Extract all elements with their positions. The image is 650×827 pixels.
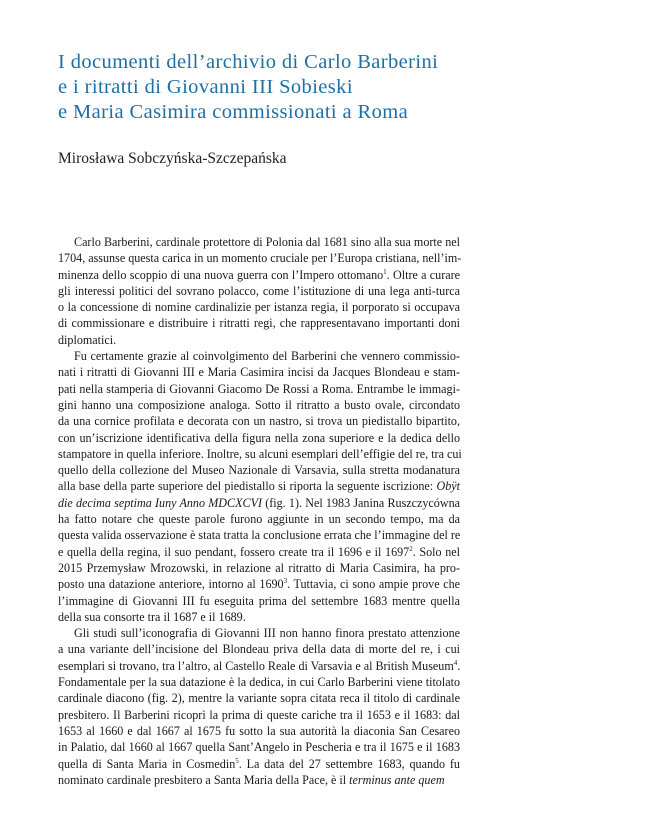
text-segment: stampatore in quella inferiore. Inoltre, su alcuni esemplari dell’effigie del re, tra cui bbox=[58, 446, 462, 461]
text-segment: l’immagine di Giovanni III fu eseguita prima del settembre 1683 mentre quella bbox=[58, 593, 460, 608]
italic-text: terminus ante quem bbox=[349, 772, 445, 787]
text-segment: cardinale diacono (fig. 2), mentre la variante sopra citata reca il titolo di cardinale bbox=[58, 691, 460, 706]
paragraph bbox=[58, 625, 460, 788]
text-segment: o la concessione di nomine cardinalizie per istanza regia, il porporato si occupava bbox=[58, 300, 460, 315]
text-line bbox=[58, 478, 460, 494]
text-segment: di commissionare e distribuire i ritratti regi, che rappresentavano importanti doni bbox=[58, 316, 460, 331]
text-line bbox=[58, 690, 460, 706]
article-title bbox=[58, 50, 618, 125]
text-segment: nati i ritratti di Giovanni III e Maria Casimira incisi da Jacques Blondeau e stam- bbox=[58, 365, 460, 380]
text-line bbox=[58, 772, 460, 788]
article-body bbox=[58, 234, 460, 788]
text-segment: 1653 al 1660 e dal 1667 al 1675 fu sotto la sua autorità la diaconia San Cesareo bbox=[58, 723, 460, 738]
text-line bbox=[58, 234, 460, 250]
text-line bbox=[58, 658, 460, 674]
text-line bbox=[58, 576, 460, 592]
text-segment: questa valida osservazione è stata tratta la conclusione errata che l’immagine del re bbox=[58, 528, 461, 543]
text-segment: diplomatici. bbox=[58, 332, 117, 347]
text-line bbox=[58, 364, 460, 380]
text-segment: . La data del 27 settembre 1683, quando fu bbox=[238, 756, 460, 771]
paragraph bbox=[58, 348, 460, 625]
text-line bbox=[58, 462, 460, 478]
text-line bbox=[58, 674, 460, 690]
text-segment: quello della collezione del Museo Nazionale di Varsavia, sulla stretta modanatura bbox=[58, 463, 460, 478]
text-line bbox=[58, 446, 460, 462]
footnote-marker: 2 bbox=[409, 544, 413, 553]
text-line bbox=[58, 250, 460, 266]
text-line bbox=[58, 593, 460, 609]
text-line bbox=[58, 299, 460, 315]
footnote-marker: 1 bbox=[383, 267, 387, 276]
text-segment: con un’iscrizione identificativa della figura nella zona superiore e la dedica dello bbox=[58, 430, 460, 445]
text-line bbox=[58, 348, 460, 364]
title-line: e i ritratti di Giovanni III Sobieski bbox=[58, 76, 353, 98]
text-segment: Fondamentale per la sua datazione è la dedica, in cui Carlo Barberini viene titolato bbox=[58, 675, 460, 690]
text-line bbox=[58, 544, 460, 560]
text-segment: Carlo Barberini, cardinale protettore di Polonia dal 1681 sino alla sua morte nel bbox=[74, 235, 460, 249]
text-segment: ha fatto notare che queste parole furono aggiunte in un secondo tempo, ma da bbox=[58, 512, 460, 527]
text-segment: esemplari si trovano, tra l’altro, al Castello Reale di Varsavia e al British Museum bbox=[58, 658, 454, 673]
text-segment: a una variante dell’incisione del Blondeau priva della data di morte del re, i cui bbox=[58, 642, 460, 657]
title-line: I documenti dell’archivio di Carlo Barberini bbox=[58, 51, 439, 73]
text-segment: da una cornice profilata e decorata con un nastro, si trova un piedistallo bipartito, bbox=[58, 414, 460, 429]
text-segment: pati nella stamperia di Giovanni Giacomo De Rossi a Roma. Entrambe le immagi- bbox=[58, 381, 460, 396]
text-line bbox=[58, 707, 460, 723]
text-segment: 1704, assunse questa carica in un momento cruciale per l’Europa cristiana, nell’im- bbox=[58, 251, 462, 266]
footnote-marker: 3 bbox=[283, 577, 288, 586]
text-line bbox=[58, 511, 460, 527]
text-segment: gli interessi politici del sovrano polacco, come l’istituzione di una lega anti-turca bbox=[58, 283, 460, 298]
text-line bbox=[58, 283, 460, 299]
text-line bbox=[58, 430, 460, 446]
text-segment: presbitero. Il Barberini ricoprì la prima di queste cariche tra il 1653 e il 1683: dal bbox=[58, 707, 460, 722]
italic-text: die decima septima Iuny Anno MDCXCVI bbox=[58, 495, 262, 510]
text-segment: . Tuttavia, ci sono ampie prove che bbox=[287, 577, 460, 592]
text-line bbox=[58, 756, 460, 772]
text-line bbox=[58, 609, 460, 625]
footnote-marker: 5 bbox=[235, 756, 239, 765]
text-segment: in Palatio, dal 1660 al 1667 quella Sant’Angelo in Pescheria e tra il 1675 e il 1683 bbox=[58, 740, 460, 755]
text-segment: 2015 Przemysław Mrozowski, in relazione al ritratto di Maria Casimira, ha pro- bbox=[58, 560, 460, 575]
text-segment: e quella della regina, il suo pendant, fossero create tra il 1696 e il 1697 bbox=[58, 544, 410, 559]
text-segment: della sua consorte tra il 1687 e il 1689. bbox=[58, 609, 246, 624]
footnote-marker: 4 bbox=[453, 658, 458, 667]
text-line bbox=[58, 267, 460, 283]
text-segment: nominato cardinale presbitero a Santa Maria della Pace, è il bbox=[58, 772, 350, 787]
paragraph bbox=[58, 234, 460, 348]
text-segment: Fu certamente grazie al coinvolgimento del Barberini che vennero commissio- bbox=[74, 349, 460, 364]
author-name: Mirosława Sobczyńska-Szczepańska bbox=[58, 150, 287, 167]
text-line bbox=[58, 560, 460, 576]
text-line bbox=[58, 527, 460, 543]
text-line bbox=[58, 495, 460, 511]
text-line bbox=[58, 723, 460, 739]
text-line bbox=[58, 739, 460, 755]
text-segment: . bbox=[457, 658, 461, 673]
text-segment: alla base della parte superiore del piedistallo si riporta la seguente iscrizione: bbox=[58, 479, 437, 494]
text-line bbox=[58, 332, 460, 348]
italic-text: Obÿt bbox=[436, 479, 460, 494]
text-line bbox=[58, 625, 460, 641]
title-line: e Maria Casimira commissionati a Roma bbox=[58, 101, 409, 123]
text-line bbox=[58, 397, 460, 413]
text-segment: minenza dello scoppio di una nuova guerra con l’Impero ottomano bbox=[58, 267, 384, 282]
text-segment: quella di Santa Maria in Cosmedin bbox=[58, 756, 236, 771]
text-segment: Gli studi sull’iconografia di Giovanni III non hanno finora prestato attenzione bbox=[74, 626, 460, 641]
text-segment: posto una datazione anteriore, intorno al 1690 bbox=[58, 577, 284, 592]
text-segment: (fig. 1). Nel 1983 Janina Ruszczycówna bbox=[261, 495, 460, 510]
text-segment: . Oltre a curare bbox=[386, 267, 460, 282]
text-line bbox=[58, 315, 460, 331]
text-line bbox=[58, 413, 460, 429]
text-line bbox=[58, 641, 460, 657]
text-line bbox=[58, 381, 460, 397]
text-segment: . Solo nel bbox=[412, 544, 460, 559]
text-segment: gini hanno una composizione analoga. Sotto il ritratto a busto ovale, circondato bbox=[58, 397, 460, 412]
